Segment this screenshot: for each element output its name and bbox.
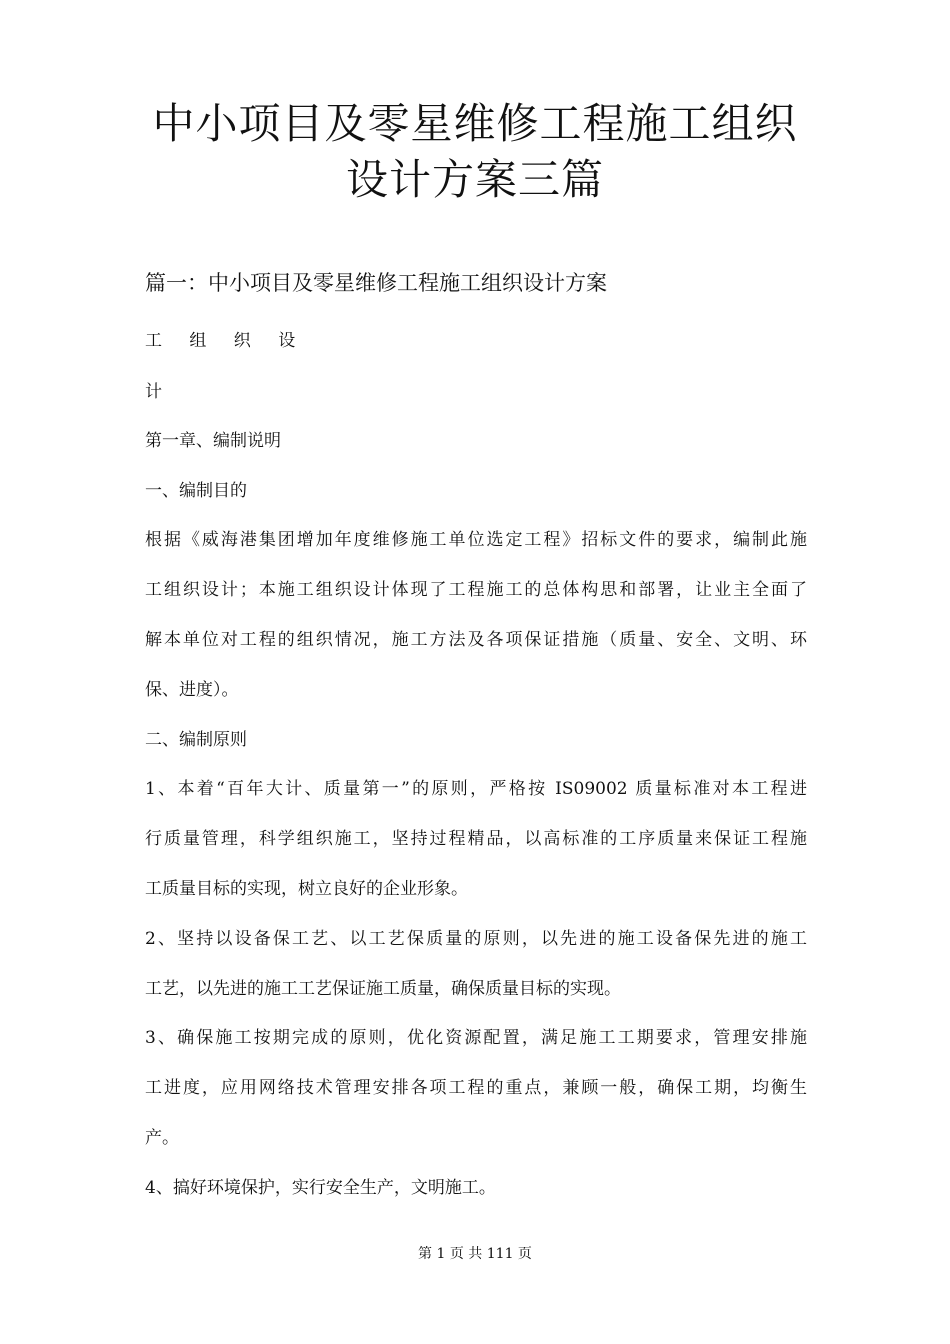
chapter-heading: 第一章、编制说明: [145, 431, 281, 451]
subsection-heading: 二、编制原则: [145, 730, 247, 750]
page-footer: 第 1 页 共 111 页: [418, 1246, 532, 1262]
paragraph-line: 行质量管理，科学组织施工，坚持过程精品，以高标准的工序质量来保证工程施: [145, 829, 807, 849]
text-line: 工 组 织 设: [145, 331, 307, 351]
paragraph-line: 工质量目标的实现，树立良好的企业形象。: [145, 879, 468, 899]
subsection-heading: 一、编制目的: [145, 481, 247, 501]
paragraph-line: 4、搞好环境保护，实行安全生产，文明施工。: [145, 1178, 496, 1198]
paragraph-line: 工组织设计；本施工组织设计体现了工程施工的总体构思和部署，让业主全面了: [145, 580, 807, 600]
paragraph-line: 根据《威海港集团增加年度维修施工单位选定工程》招标文件的要求，编制此施: [145, 530, 807, 550]
paragraph-line: 2、坚持以设备保工艺、以工艺保质量的原则，以先进的施工设备保先进的施工: [145, 929, 807, 949]
text-line: 计: [145, 382, 162, 402]
paragraph-line: 工进度，应用网络技术管理安排各项工程的重点，兼顾一般，确保工期，均衡生: [145, 1078, 807, 1098]
section-title: 篇一：中小项目及零星维修工程施工组织设计方案: [145, 271, 607, 295]
document-title-line1: 中小项目及零星维修工程施工组织: [152, 99, 798, 148]
paragraph-line: 解本单位对工程的组织情况，施工方法及各项保证措施（质量、安全、文明、环: [145, 630, 807, 650]
paragraph-line: 1、本着“百年大计、质量第一”的原则，严格按 IS09002 质量标准对本工程进: [145, 779, 807, 799]
paragraph-line: 产。: [145, 1128, 179, 1148]
paragraph-line: 3、确保施工按期完成的原则，优化资源配置，满足施工工期要求，管理安排施: [145, 1028, 807, 1048]
paragraph-line: 工艺，以先进的施工工艺保证施工质量，确保质量目标的实现。: [145, 979, 621, 999]
document-title-line2: 设计方案三篇: [345, 155, 604, 204]
paragraph-line: 保、进度）。: [145, 680, 239, 700]
